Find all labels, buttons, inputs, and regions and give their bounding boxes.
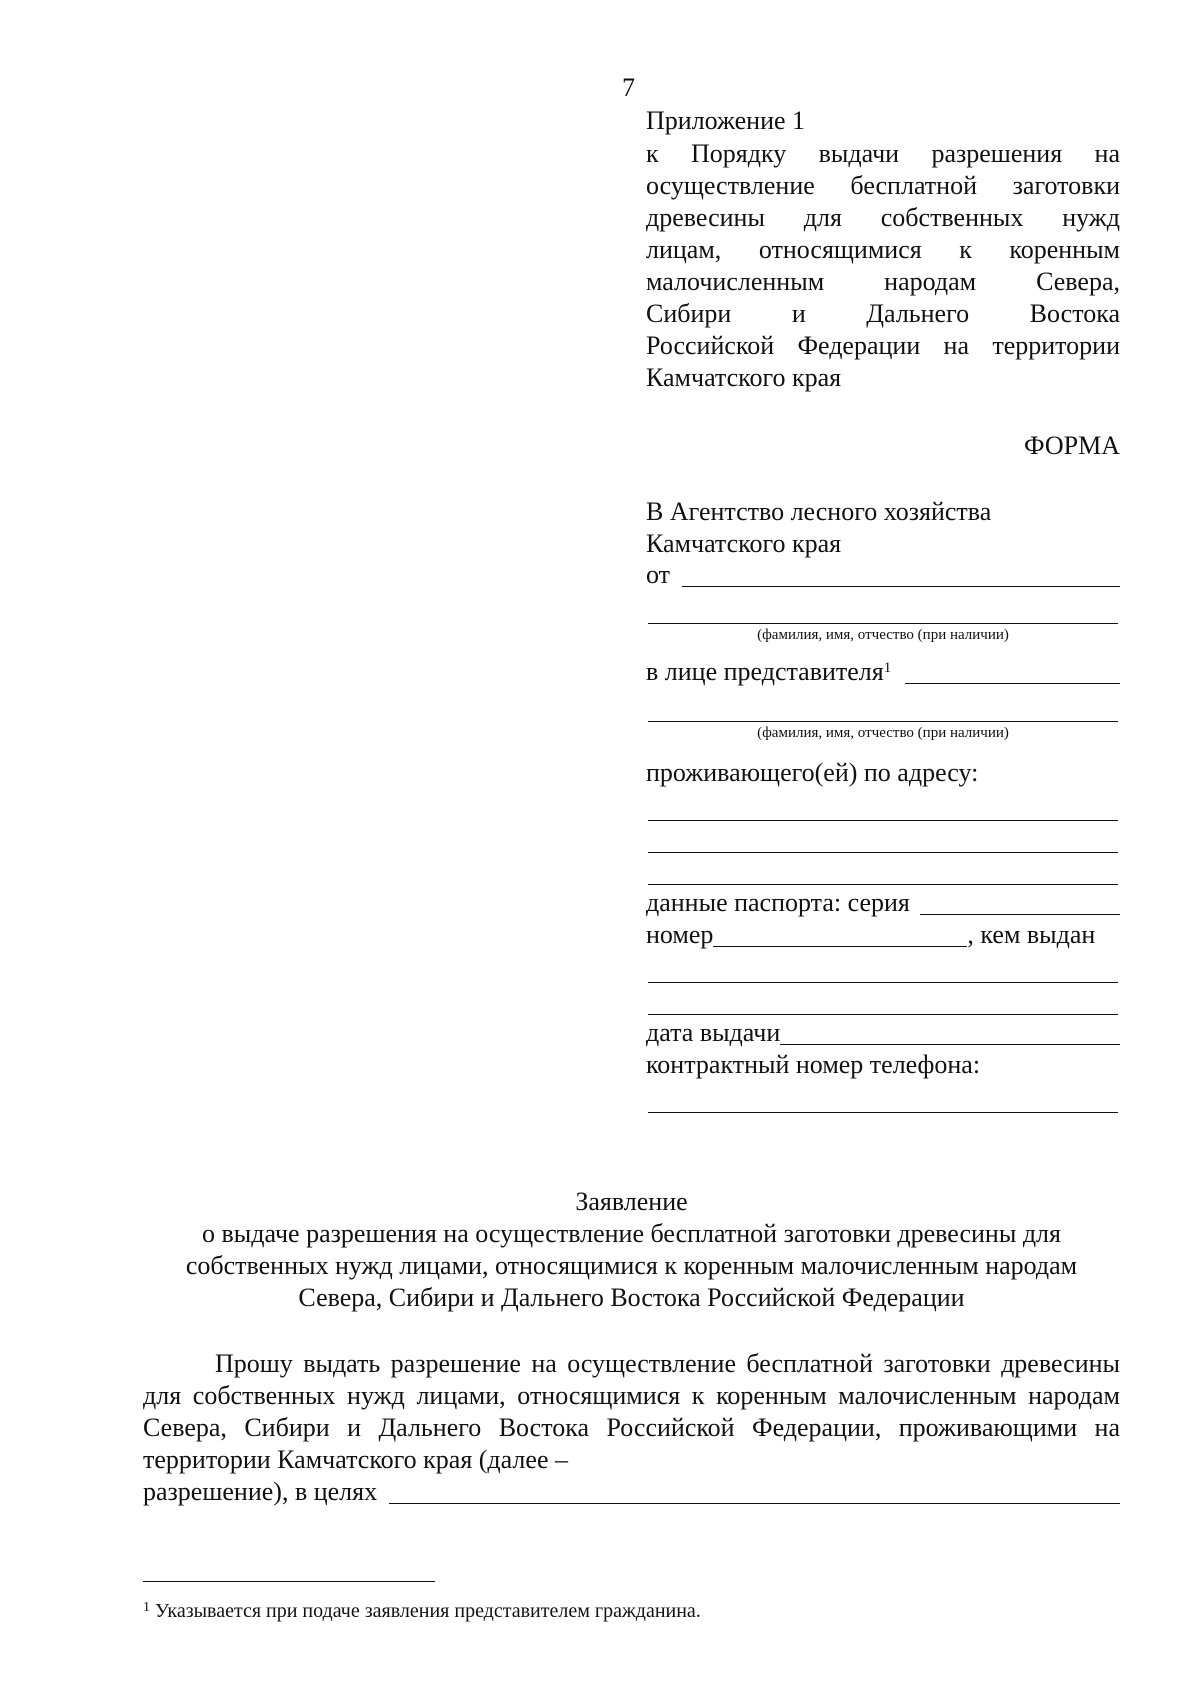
statement-body: Прошу выдать разрешение на осуществление бесплатной заготовки древесины для собственных нужд лицами, относящимися к коренным малочисленным народам Севера, Сибири и Дальнего Востока Российской Федерации, проживающими на территории Камчатского края (далее – [143, 1349, 1120, 1474]
statement-subtitle-line: о выдаче разрешения на осуществление бесплатной заготовки древесины для [202, 1219, 1061, 1248]
from-name-field-line-2[interactable] [648, 623, 1118, 624]
appendix-line: лицам, относящимися к коренным [646, 235, 1120, 264]
appendix-description [646, 138, 1120, 394]
address-field-line-3[interactable] [648, 884, 1118, 885]
issued-by-field-line-2[interactable] [648, 1014, 1118, 1015]
fio-caption-1: (фамилия, имя, отчество (при наличии) [757, 627, 1009, 643]
fio-caption-2: (фамилия, имя, отчество (при наличии) [757, 725, 1009, 741]
residing-label: проживающего(ей) по адресу: [646, 758, 979, 787]
footnote-mark: 1 [883, 660, 892, 676]
representative-field[interactable] [905, 659, 1120, 684]
address-field-line-1[interactable] [648, 820, 1118, 821]
phone-label: контрактный номер телефона: [646, 1050, 981, 1079]
statement-title: Заявление [575, 1187, 688, 1216]
appendix-line: Сибири и Дальнего Востока [646, 299, 1120, 328]
passport-number-label: номер [646, 920, 714, 949]
from-label: от [646, 560, 671, 589]
footnote [143, 1598, 1120, 1624]
issued-by-label: , кем выдан [967, 920, 1096, 949]
statement-subtitle-line: Севера, Сибири и Дальнего Востока Российской Федерации [298, 1283, 965, 1312]
issue-date-label: дата выдачи [646, 1018, 781, 1047]
purpose-row [143, 1476, 1120, 1508]
appendix-line: древесины для собственных нужд [646, 203, 1120, 232]
passport-number-field[interactable] [713, 922, 967, 947]
address-field-line-2[interactable] [648, 852, 1118, 853]
form-label: ФОРМА [1024, 431, 1120, 460]
statement-subtitle-line: собственных нужд лицами, относящимися к коренным малочисленным народам [185, 1251, 1078, 1280]
representative-label: в лице представителя [646, 657, 884, 686]
passport-number-row [646, 919, 1120, 951]
representative-field-line-2[interactable] [648, 721, 1118, 722]
from-name-field[interactable] [682, 562, 1120, 587]
footnote-text: Указывается при подаче заявления представителем гражданина. [150, 1600, 701, 1622]
representative-row [646, 656, 1120, 688]
addressee-line-2: Камчатского края [646, 529, 842, 558]
addressee-line-1: В Агентство лесного хозяйства [646, 497, 992, 526]
passport-series-row [646, 887, 1120, 919]
issue-date-field[interactable] [780, 1020, 1120, 1045]
appendix-line: малочисленным народам Севера, [646, 267, 1120, 296]
appendix-line: Камчатского края [646, 363, 842, 392]
footnote-number: 1 [143, 1600, 150, 1615]
from-row [646, 559, 1120, 591]
issue-date-row [646, 1017, 1120, 1049]
appendix-line: осуществление бесплатной заготовки [646, 171, 1120, 200]
page-number: 7 [622, 73, 635, 102]
passport-series-field[interactable] [920, 890, 1120, 915]
passport-series-label: данные паспорта: серия [646, 888, 910, 917]
statement-title-block [143, 1186, 1120, 1314]
appendix-title: Приложение 1 [646, 106, 806, 135]
appendix-line: Российской Федерации на территории [646, 331, 1120, 360]
purpose-field[interactable] [389, 1479, 1120, 1504]
phone-field[interactable] [648, 1112, 1118, 1113]
appendix-line: к Порядку выдачи разрешения на [646, 139, 1120, 168]
issued-by-field-line-1[interactable] [648, 982, 1118, 983]
purpose-label: разрешение), в целях [143, 1477, 378, 1506]
footnote-separator [143, 1581, 435, 1582]
